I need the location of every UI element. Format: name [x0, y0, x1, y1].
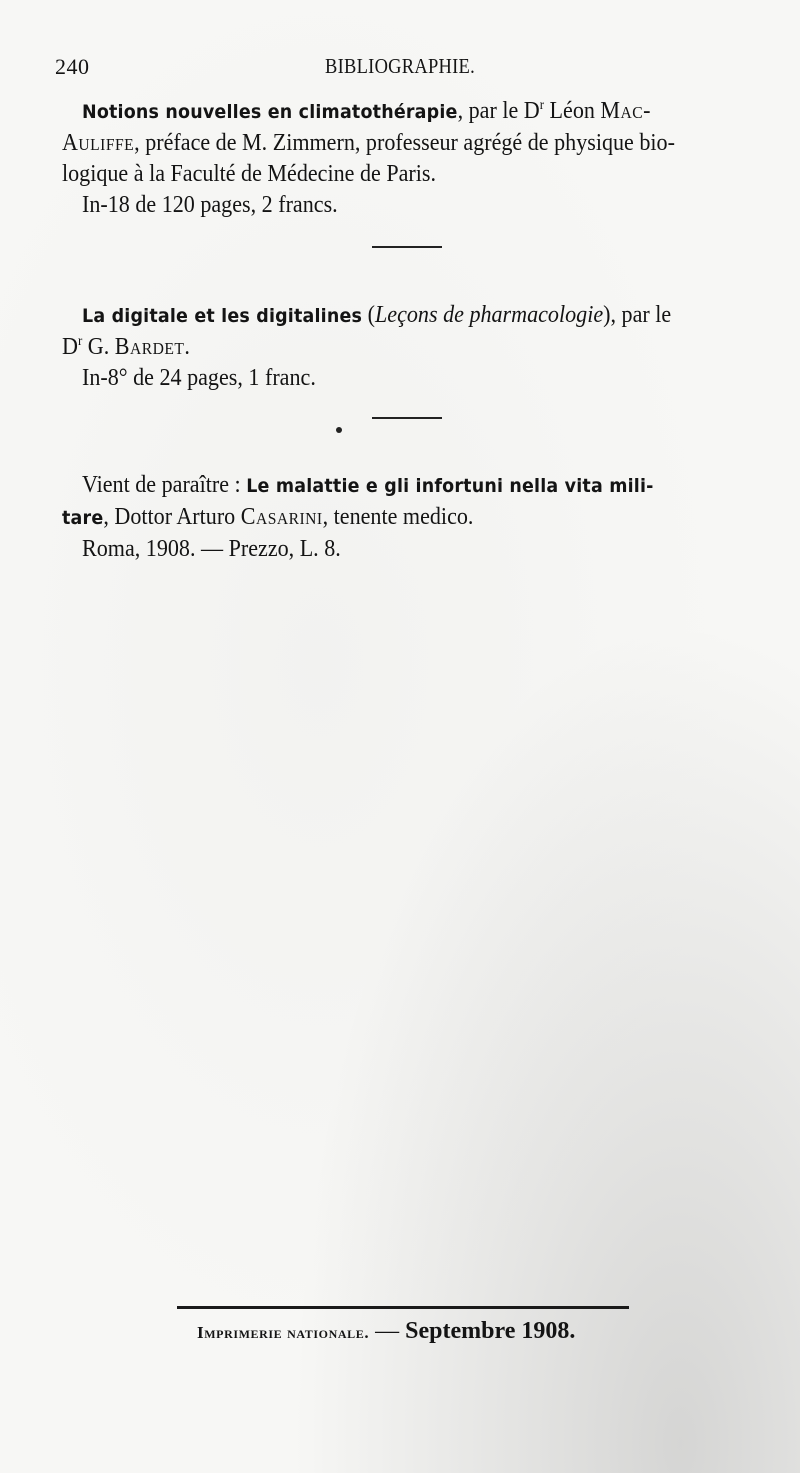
- bibliography-entry-1: [62, 96, 762, 221]
- entry-2-subtitle: Leçons de pharmacologie: [375, 302, 604, 328]
- entry-2-line-2: $D^r$ G. Bardet.: [62, 334, 190, 360]
- page-number: 240: [55, 54, 90, 79]
- ink-dot: [336, 427, 342, 433]
- page-header: [55, 54, 755, 84]
- imprint-date: Septembre 1908.: [405, 1318, 576, 1344]
- entry-2-publication: In-8° de 24 pages, 1 franc.: [82, 365, 316, 391]
- entry-3-line-1: [82, 470, 708, 502]
- entry-3-line-2: tare, Dottor Arturo Casarini, tenente medico.: [62, 504, 474, 530]
- bibliography-entry-3: [62, 470, 762, 565]
- entry-2-title: La digitale et les digitalines: [82, 305, 363, 327]
- entry-3-publication: Roma, 1908. — Prezzo, L. 8.: [82, 536, 341, 562]
- footer-rule: [177, 1306, 629, 1309]
- imprint: Imprimerie nationale. — Septembre 1908.: [197, 1318, 576, 1344]
- bibliography-entry-2: [62, 300, 762, 394]
- entry-3-author: Casarini: [240, 504, 323, 530]
- entry-2-author: Bardet: [114, 334, 185, 360]
- entry-1-line-1: Notions nouvelles en climatothérapie, par le $D^r$ Léon Mac-: [82, 98, 651, 124]
- entry-1-title: Notions nouvelles en climatothérapie: [82, 101, 458, 123]
- imprint-printer: Imprimerie nationale.: [197, 1323, 370, 1342]
- running-title: BIBLIOGRAPHIE.: [325, 54, 475, 78]
- entry-3-intro: Vient de paraître :: [82, 472, 247, 498]
- entry-1-publication: In-18 de 120 pages, 2 francs.: [82, 192, 338, 218]
- separator-rule-2: [372, 417, 442, 419]
- entry-2-line-1: La digitale et les digitalines (Leçons de pharmacologie), par le: [82, 302, 672, 328]
- entry-3-title: Le malattie e gli infortuni nella vita mili-: [246, 475, 654, 497]
- separator-rule-1: [372, 246, 442, 248]
- entry-1-line-2: Auliffe, préface de M. Zimmern, professeur agrégé de physique bio-: [62, 130, 675, 156]
- entry-1-author: Auliffe: [62, 130, 135, 156]
- entry-1-line-3: logique à la Faculté de Médecine de Paris.: [62, 161, 437, 187]
